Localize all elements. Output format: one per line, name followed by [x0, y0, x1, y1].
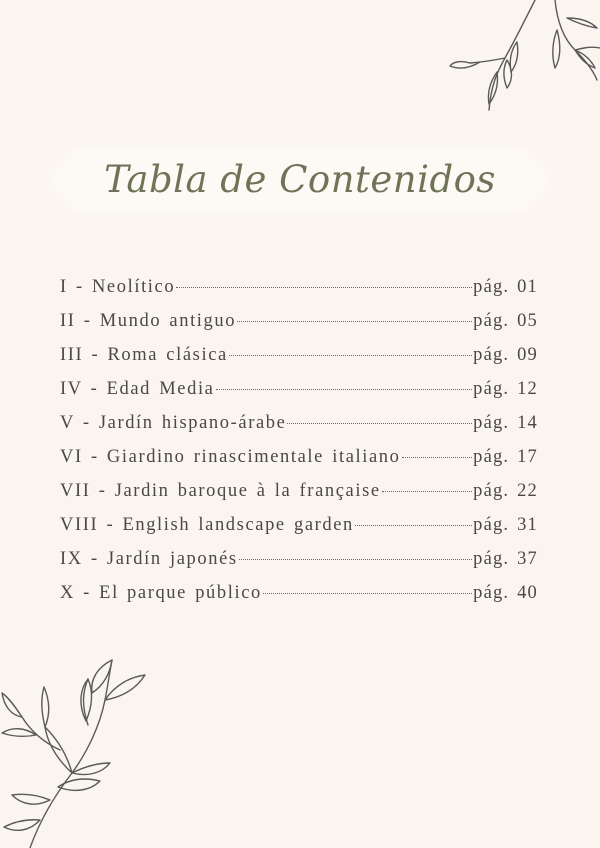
- toc-entry-label: II - Mundo antiguo: [60, 311, 237, 331]
- toc-entry: [60, 306, 538, 340]
- toc-entry-label: III - Roma clásica: [60, 345, 228, 365]
- toc-leader-dots: [176, 287, 472, 288]
- toc-entry-label: VII - Jardin baroque à la française: [60, 481, 381, 501]
- toc-entry-page: pág. 12: [473, 379, 538, 399]
- toc-entry-page: pág. 22: [473, 481, 538, 501]
- toc-leader-dots: [287, 423, 472, 424]
- toc-leader-dots: [216, 389, 473, 390]
- toc-leader-dots: [382, 491, 472, 492]
- toc-leader-dots: [239, 559, 472, 560]
- toc-entry: [60, 340, 538, 374]
- toc-entry-page: pág. 31: [473, 515, 538, 535]
- leaf-branch-bottom-left: [0, 655, 155, 848]
- page-title: Tabla de Contenidos: [104, 158, 496, 201]
- toc-leader-dots: [229, 355, 472, 356]
- toc-entry-label: IX - Jardín japonés: [60, 549, 238, 569]
- toc-entry-page: pág. 05: [473, 311, 538, 331]
- toc-entry: [60, 510, 538, 544]
- toc-leader-dots: [237, 321, 472, 322]
- toc-entry-label: IV - Edad Media: [60, 379, 215, 399]
- toc-leader-dots: [355, 525, 472, 526]
- toc-entry-label: VI - Giardino rinascimentale italiano: [60, 447, 401, 467]
- table-of-contents: [60, 272, 538, 612]
- toc-entry: [60, 272, 538, 306]
- toc-entry: [60, 544, 538, 578]
- toc-entry-page: pág. 17: [473, 447, 538, 467]
- toc-entry: [60, 578, 538, 612]
- toc-entry-page: pág. 09: [473, 345, 538, 365]
- toc-entry-label: VIII - English landscape garden: [60, 515, 354, 535]
- toc-entry: [60, 442, 538, 476]
- toc-entry-page: pág. 01: [473, 277, 538, 297]
- toc-entry: [60, 408, 538, 442]
- toc-entry-label: I - Neolítico: [60, 277, 176, 297]
- toc-leader-dots: [263, 593, 472, 594]
- leaf-branch-top-right: [445, 0, 600, 115]
- toc-entry-page: pág. 37: [473, 549, 538, 569]
- toc-leader-dots: [402, 457, 473, 458]
- toc-entry-page: pág. 14: [473, 413, 538, 433]
- toc-entry: [60, 476, 538, 510]
- toc-entry-label: V - Jardín hispano-árabe: [60, 413, 287, 433]
- toc-entry: [60, 374, 538, 408]
- toc-entry-page: pág. 40: [473, 583, 538, 603]
- toc-entry-label: X - El parque público: [60, 583, 262, 603]
